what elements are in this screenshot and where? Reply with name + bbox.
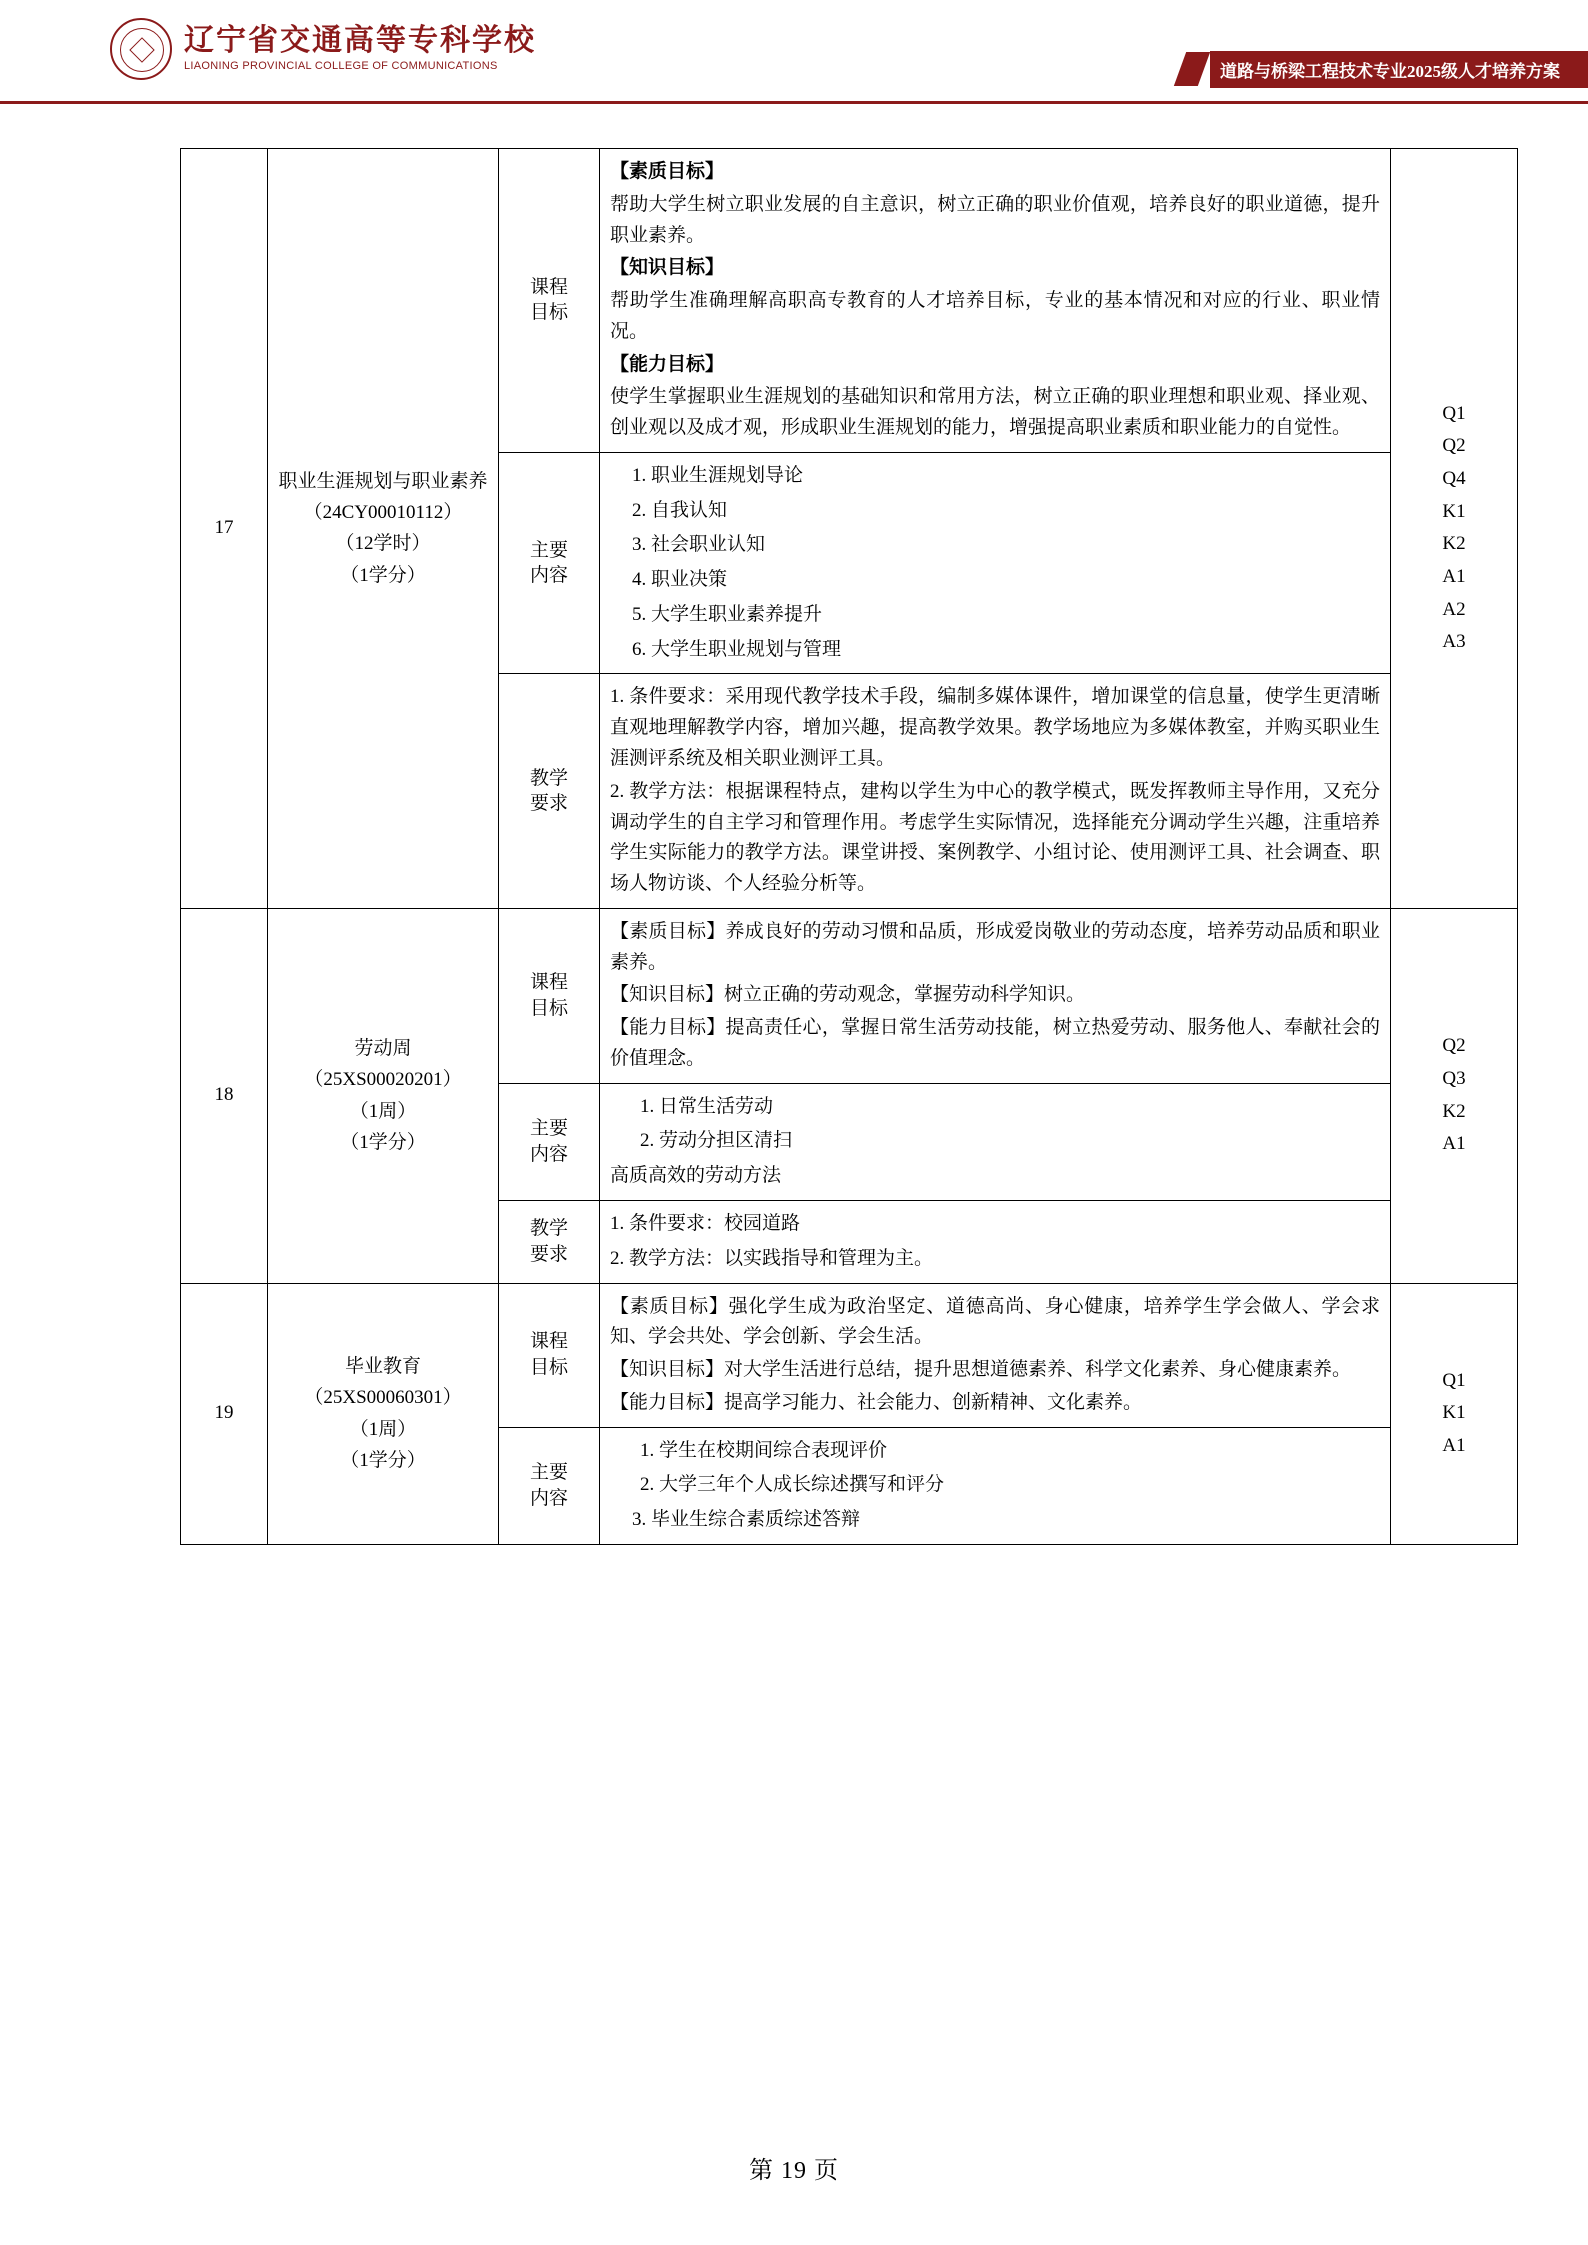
section-content-objectives [600,149,1391,453]
content-item: 1. 学生在校期间综合表现评价 [640,1439,888,1461]
curriculum-table-wrapper [180,148,1466,1545]
section-content-requirements [600,674,1391,908]
quality-objective-text: 帮助大学生树立职业发展的自主意识，树立正确的职业价值观，培养良好的职业道德，提升职业素养。 [610,193,1380,246]
ability-objective-text: 【能力目标】提高责任心，掌握日常生活劳动技能，树立热爱劳动、服务他人、奉献社会的价值理念。 [610,1017,1380,1069]
row-number: 19 [181,1283,268,1544]
course-name: 职业生涯规划与职业素养 [278,470,488,492]
section-label-line2: 内容 [529,1143,568,1165]
course-name: 劳动周 [354,1037,412,1059]
code-item: Q1 [1442,402,1466,424]
curriculum-table [180,148,1518,1545]
code-item: A1 [1442,1133,1466,1155]
quality-objective-text: 【素质目标】养成良好的劳动习惯和品质，形成爱岗敬业的劳动态度，培养劳动品质和职业素养。 [610,920,1380,973]
course-cell [268,1283,499,1544]
content-item: 2. 大学三年个人成长综述撰写和评分 [640,1474,945,1496]
row-number: 18 [181,908,268,1283]
section-content-main [600,1083,1391,1200]
content-item: 5. 大学生职业素养提升 [632,603,823,625]
section-label-content [499,1427,600,1544]
content-item: 4. 职业决策 [632,569,728,591]
section-label-line2: 目标 [529,302,568,324]
course-hours: （12学时） [335,533,431,555]
section-content-objectives [600,908,1391,1083]
course-credits: （1学分） [340,564,426,586]
content-item: 高质高效的劳动方法 [610,1165,782,1187]
course-cell [268,908,499,1283]
school-name-cn: 辽宁省交通高等专科学校 [184,24,536,58]
section-label-line1: 课程 [529,1331,568,1353]
course-hours: （1周） [349,1100,417,1122]
section-label-line2: 目标 [529,997,568,1019]
code-item: A3 [1442,631,1466,653]
section-label-line1: 主要 [529,1462,568,1484]
section-content-requirements [600,1200,1391,1283]
section-label-objectives [499,1283,600,1427]
page-header [0,0,1588,110]
content-item: 3. 社会职业认知 [632,534,766,556]
requirement-method: 2. 教学方法：以实践指导和管理为主。 [610,1247,934,1269]
section-label-line2: 内容 [529,1487,568,1509]
knowledge-objective-heading: 【知识目标】 [610,257,725,279]
section-label-requirements [499,1200,600,1283]
table-row [181,1283,1518,1427]
section-label-line1: 主要 [529,1118,568,1140]
course-credits: （1学分） [340,1132,426,1154]
content-item: 1. 职业生涯规划导论 [632,464,804,486]
ability-objective-text: 【能力目标】提高学习能力、社会能力、创新精神、文化素养。 [610,1391,1143,1413]
section-label-line2: 目标 [529,1357,568,1379]
content-item: 2. 劳动分担区清扫 [640,1130,793,1152]
course-credits: （1学分） [340,1450,426,1472]
section-label-line2: 要求 [529,1243,568,1265]
course-code: （24CY00010112） [303,502,463,524]
section-label-content [499,1083,600,1200]
header-divider [0,101,1588,104]
section-label-line1: 课程 [529,276,568,298]
code-item: A2 [1442,598,1466,620]
section-label-objectives [499,149,600,453]
school-logo [110,18,536,80]
code-item: Q1 [1442,1369,1466,1391]
page-number: 第 19 页 [749,2158,839,2184]
content-item: 6. 大学生职业规划与管理 [632,638,842,660]
quality-objective-text: 【素质目标】强化学生成为政治坚定、道德高尚、身心健康，培养学生学会做人、学会求知、学会共处、学会创新、学会生活。 [610,1295,1380,1348]
school-name-en: LIAONING PROVINCIAL COLLEGE OF COMMUNICATIONS [184,59,498,72]
requirement-condition: 1. 条件要求：采用现代教学技术手段，编制多媒体课件，增加课堂的信息量，使学生更清晰直观地理解教学内容，增加兴趣，提高教学效果。教学场地应为多媒体教室，并购买职业生涯测评系统及相关职业测评工具。 [610,686,1380,770]
requirement-condition: 1. 条件要求：校园道路 [610,1212,801,1234]
section-label-line1: 主要 [529,539,568,561]
row-number: 17 [181,149,268,909]
section-content-main [600,452,1391,674]
section-label-objectives [499,908,600,1083]
code-item: K1 [1442,1402,1466,1424]
school-name-block [184,25,536,72]
competency-codes-cell [1391,908,1518,1283]
banner-slant-decoration [1174,52,1210,86]
ability-objective-text: 使学生掌握职业生涯规划的基础知识和常用方法，树立正确的职业理想和职业观、择业观、创业观以及成才观，形成职业生涯规划的能力，增强提高职业素质和职业能力的自觉性。 [610,386,1380,439]
ability-objective-heading: 【能力目标】 [610,353,725,375]
code-item: K1 [1442,500,1466,522]
code-item: Q2 [1442,435,1466,457]
table-row [181,149,1518,453]
page-footer [0,2150,1588,2185]
knowledge-objective-text: 帮助学生准确理解高职高专教育的人才培养目标，专业的基本情况和对应的行业、职业情况。 [610,290,1380,342]
section-label-content [499,452,600,674]
section-content-main [600,1427,1391,1544]
course-name: 毕业教育 [344,1355,421,1377]
school-seal-icon [110,18,172,80]
requirement-method: 2. 教学方法：根据课程特点，建构以学生为中心的教学模式，既发挥教师主导作用，又充分调动学生的自主学习和管理作用。考虑学生实际情况，选择能充分调动学生兴趣，注重培养学生实际能力的教学方法。课堂讲授、案例教学、小组讨论、使用测评工具、社会调查、职场人物访谈、个人经验分析等。 [610,780,1380,895]
code-item: Q2 [1442,1035,1466,1057]
section-label-line2: 内容 [529,565,568,587]
section-label-line1: 教学 [529,767,568,789]
section-label-requirements [499,674,600,908]
code-item: A1 [1442,1435,1466,1457]
banner-title: 道路与桥梁工程技术专业2025级人才培养方案 [1210,51,1588,88]
section-label-line1: 教学 [529,1218,568,1240]
code-item: K2 [1442,533,1466,555]
competency-codes-cell [1391,1283,1518,1544]
code-item: K2 [1442,1100,1466,1122]
section-label-line2: 要求 [529,793,568,815]
quality-objective-heading: 【素质目标】 [610,161,725,182]
course-hours: （1周） [349,1418,417,1440]
course-code: （25XS00020201） [304,1069,462,1091]
section-content-objectives [600,1283,1391,1427]
content-item: 2. 自我认知 [632,499,728,521]
competency-codes-cell [1391,149,1518,909]
content-item: 1. 日常生活劳动 [640,1095,774,1117]
code-item: Q4 [1442,468,1466,490]
table-row [181,908,1518,1083]
code-item: A1 [1442,566,1466,588]
course-code: （25XS00060301） [304,1387,462,1409]
knowledge-objective-text: 【知识目标】对大学生活进行总结，提升思想道德素养、科学文化素养、身心健康素养。 [610,1359,1352,1381]
knowledge-objective-text: 【知识目标】树立正确的劳动观念，掌握劳动科学知识。 [610,984,1086,1006]
header-banner [1180,52,1588,86]
content-item: 3. 毕业生综合素质综述答辩 [632,1509,861,1531]
section-label-line1: 课程 [529,972,568,994]
code-item: Q3 [1442,1068,1466,1089]
course-cell [268,149,499,909]
